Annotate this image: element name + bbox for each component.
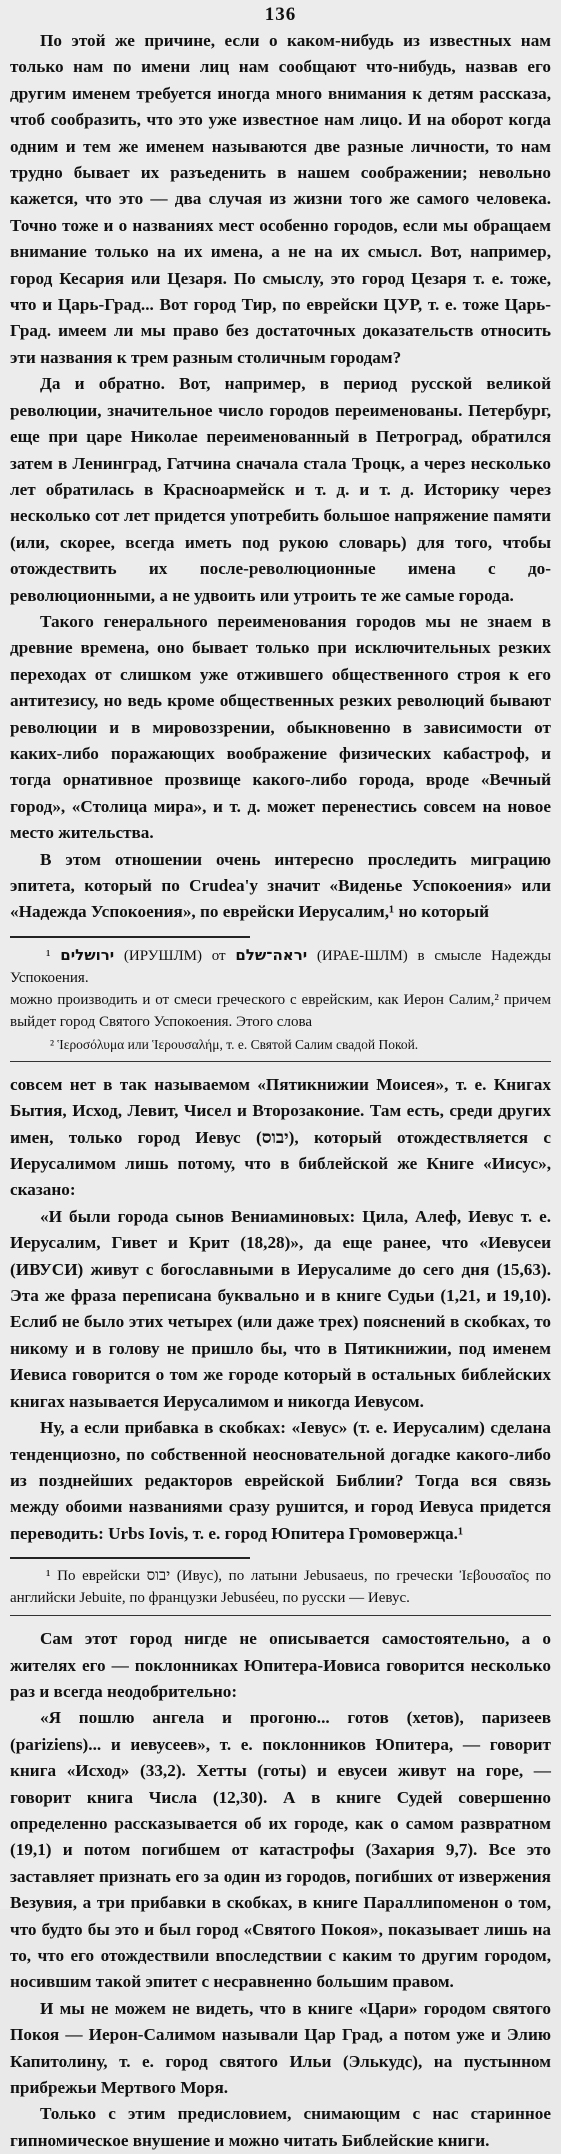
paragraph-10: И мы не можем не видеть, что в книге «Цари» городом святого Покоя — Иерон-Салимом называли Цар Град, а потом уже и Элию Капитолину, т. е. город святого Ильи (Элькудс), на пустынном прибрежьи Мертвого Моря. bbox=[10, 1998, 551, 2098]
footnote-1 bbox=[10, 944, 551, 989]
paragraph-6: «И были города сынов Вениаминовых: Цила, Алеф, Иевус т. е. Иерусалим, Гивет и Крит (18,28)», да еще ранее, что «Иевусеи (ИВУСИ) живут с богославными в Иерусалиме до сего дня (15,63). Эта же фраза переписана буквально и в книге Судьи (1,21, и 19,10). Еслиб не было этих четырех (или даже трех) пояснений в скобках, то никому и в голову не пришло бы, что в Пятикнижии, под именем Иевиса говорится о том же городе который в остальных библейских книгах называется Иерусалимом и никогда Иевусом. bbox=[10, 1206, 551, 1411]
footnote-1-marker: ¹ bbox=[46, 947, 61, 964]
paragraph-7: Ну, а если прибавка в скобках: «Іевус» (т. е. Иерусалим) сделана тенденциозно, по собственной неосновательной догадке какого-либо из позднейших редакторов еврейской Библии? Тогда вся связь между обоими названиями сразу рушится, и город Иевуса придется переводить: Urbs Iovis, т. е. город Юпитера Громовержца.¹ bbox=[10, 1418, 551, 1543]
footnote-1-hebrew-1: ירושלים bbox=[60, 945, 115, 964]
footnote-rule-2 bbox=[10, 1557, 250, 1559]
section-separator-2 bbox=[10, 1615, 551, 1616]
paragraph-9: «Я пошлю ангела и прогоню... готов (хетов), паризеев (pariziens)... и иевусеев», т. е. поклонников Юпитера, — говорит книга «Исход» (33,2). Хетты (готы) и евусеи живут на горе, — говорит книга Числа (12,30). А в книге Судей совершенно определенно рассказывается об их городе, как о самом развратном (19,1) и потом погибшем от катастрофы (Захария 9,7). Все это заставляет признать его за один из городов, погибших от извержения Везувия, а три прибавки в скобках, в книге Параллипоменон о том, что будто бы это и был город «Святого Покоя», показывает лишь на то, что его отождествили впоследствии с каким то другим городом, носившим такой эпитет с несравненно большим правом. bbox=[10, 1708, 551, 1992]
section-separator bbox=[10, 1061, 551, 1062]
footnote-1-subnote: ² Ἱεροσόλυμα или Ἱερουσαλήμ, т. е. Святой Салим свадой Покой. bbox=[50, 1036, 419, 1052]
page-number: 136 bbox=[264, 4, 297, 25]
footnote-1-text-a: (ИРУШЛМ) от bbox=[114, 947, 236, 964]
footnote-2: ¹ По еврейски יבוס (Ивус), по латыни Jebusaeus, по гречески Ἰεβουσαῖος по английски Jebuite, по французки Jebuséeu, по русски — Иевус. bbox=[10, 1568, 551, 1607]
paragraph-2: Да и обратно. Вот, например, в период русской великой революции, значительное число городов переименованы. Петербург, еще при царе Николае переименованный в Петроград, обратился затем в Ленинград, Гатчина сначала стала Троцк, а через несколько лет обратилась в Красноармейск и т. д. и т. д. Историку через несколько сот лет придется употребить большое напряжение памяти (или, скорее, всегда иметь под рукою словарь) для того, чтобы отождествить их после-революционные имена с до-революционными, а не удвоить или утроить те же самые города. bbox=[10, 374, 551, 605]
paragraph-5: совсем нет в так называемом «Пятикнижии Моисея», т. е. Книгах Бытия, Исход, Левит, Чисел и Второзаконие. Там есть, среди других имен, только город Иевус (יבוס), который отождествляется с Иерусалимом лишь потому, что в библейской же Книге «Иисус», сказано: bbox=[10, 1074, 551, 1200]
paragraph-1: По этой же причине, если о каком-нибудь из известных нам только нам по имени лиц нам сообщают что-нибудь, назвав его другим именем требуется иногда много внимания к детям рассказа, чтоб сообразить, что это уже известное нам лицо. И на оборот когда одним и тем же именем называются две разные личности, то нам трудно бывает их разъеденить в нашем соображении; невольно кажется, что это — два случая из жизни того же самого человека. Точно тоже и о названиях мест особенно городов, если мы обращаем внимание только на их имена, а не на их смысл. Вот, например, город Кесария или Цезаря. По смыслу, это город Цезаря т. е. тоже, что и Царь-Град... Вот город Тир, по еврейски ЦУР, т. е. тоже Царь-Град. имеем ли мы право без достаточных доказательств относить эти названия к трем разным столичным городам? bbox=[10, 31, 551, 367]
footnote-rule bbox=[10, 936, 250, 938]
footnote-1-hebrew-2: יראה־שלם bbox=[235, 945, 308, 964]
paragraph-11: Только с этим предисловием, снимающим с нас старинное гипномическое внушение и можно читать Библейские книги. bbox=[10, 2104, 551, 2150]
footnote-1-continuation: можно производить и от смеси греческого с еврейским, как Иерон Салим,² причем выйдет город Святого Успокоения. Этого слова bbox=[10, 991, 551, 1030]
footnote-1-text-b: (ИРАЕ-ШЛМ) в смысле Надежды Успокоения. bbox=[10, 947, 552, 986]
paragraph-8: Сам этот город нигде не описывается самостоятельно, а о жителях его — поклонниках Юпитера-Иовиса говорится несколько раз и всегда неодобрительно: bbox=[10, 1629, 551, 1701]
paragraph-4: В этом отношении очень интересно проследить миграцию эпитета, который по Crudea'у значит «Виденье Успокоения» или «Надежда Успокоения», по еврейски Иерусалим,¹ но который bbox=[10, 849, 551, 922]
paragraph-3: Такого генерального переименования городов мы не знаем в древние времена, оно бывает только при исключительных резких переходах от слишком уже отжившего общественного строя к его антитезису, но ведь кроме общественных резких революций бывают революции и в мировоззрении, обыкновенно в зависимости от каких-либо поражающих воображение физических кабастроф, и тогда орнативное прозвище какого-либо города, вроде «Вечный город», «Столица мира», и т. д. может перенестись совсем на новое место жительства. bbox=[10, 611, 551, 843]
